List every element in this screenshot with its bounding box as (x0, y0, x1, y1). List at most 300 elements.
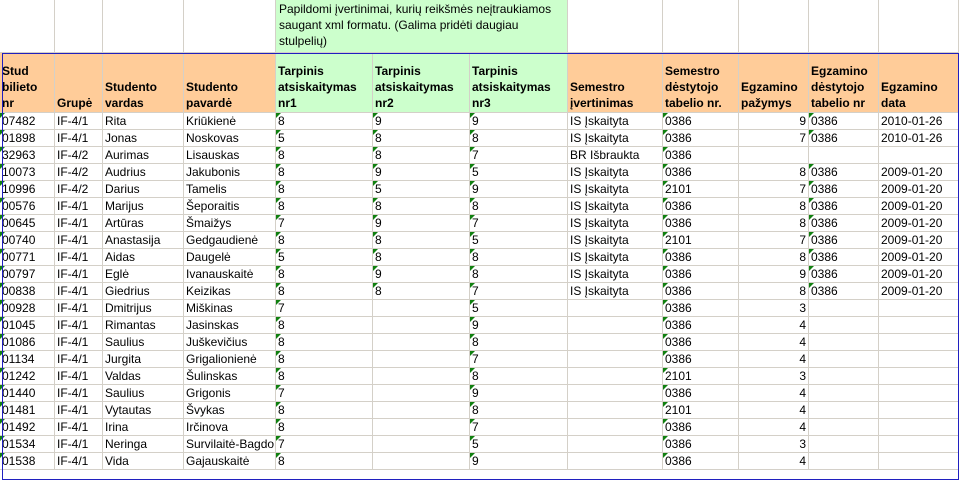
cell-exam-teacher-id[interactable] (809, 334, 879, 351)
cell-student-id[interactable]: 01045 (0, 317, 55, 334)
cell[interactable] (809, 0, 879, 53)
cell-exam-date[interactable] (879, 436, 959, 453)
header-midterm-3[interactable] (470, 53, 568, 113)
cell-last-name[interactable]: Ivanauskaitė (184, 266, 276, 283)
cell-student-id[interactable]: 01481 (0, 402, 55, 419)
cell-exam-teacher-id[interactable]: 0386 (809, 249, 879, 266)
cell-midterm-3[interactable]: 7 (470, 283, 568, 300)
cell-semester-teacher-id[interactable]: 0386 (663, 436, 739, 453)
cell-student-id[interactable]: 01134 (0, 351, 55, 368)
cell-exam-teacher-id[interactable]: 0386 (809, 266, 879, 283)
cell-exam-date[interactable] (879, 385, 959, 402)
cell-midterm-2[interactable]: 8 (373, 249, 470, 266)
cell-midterm-3[interactable]: 8 (470, 266, 568, 283)
cell-midterm-2[interactable] (373, 385, 470, 402)
cell-midterm-3[interactable]: 9 (470, 385, 568, 402)
cell-exam-date[interactable]: 2009-01-20 (879, 266, 959, 283)
cell-exam-teacher-id[interactable]: 0386 (809, 232, 879, 249)
cell-midterm-2[interactable] (373, 419, 470, 436)
cell-exam-grade[interactable]: 3 (739, 436, 809, 453)
cell-semester-teacher-id[interactable]: 0386 (663, 130, 739, 147)
cell-exam-grade[interactable]: 3 (739, 368, 809, 385)
cell-semester-grade[interactable] (568, 351, 663, 368)
cell-exam-date[interactable]: 2009-01-20 (879, 249, 959, 266)
cell-midterm-1[interactable]: 8 (276, 266, 373, 283)
cell-last-name[interactable]: Miškinas (184, 300, 276, 317)
cell-midterm-3[interactable]: 7 (470, 215, 568, 232)
cell-midterm-1[interactable]: 8 (276, 283, 373, 300)
cell[interactable] (184, 0, 276, 53)
cell-group[interactable]: IF-4/1 (55, 300, 103, 317)
cell-student-id[interactable]: 01492 (0, 419, 55, 436)
cell-last-name[interactable]: Kriūkienė (184, 113, 276, 130)
cell-group[interactable]: IF-4/1 (55, 232, 103, 249)
cell-group[interactable]: IF-4/1 (55, 453, 103, 470)
cell-semester-grade[interactable] (568, 317, 663, 334)
cell-last-name[interactable]: Juškevičius (184, 334, 276, 351)
cell-first-name[interactable]: Anastasija (103, 232, 184, 249)
cell-last-name[interactable]: Noskovas (184, 130, 276, 147)
cell-group[interactable]: IF-4/1 (55, 385, 103, 402)
cell-group[interactable]: IF-4/1 (55, 283, 103, 300)
cell-semester-grade[interactable]: IS Įskaityta (568, 249, 663, 266)
cell-midterm-2[interactable]: 8 (373, 232, 470, 249)
cell-midterm-1[interactable]: 8 (276, 351, 373, 368)
cell-exam-grade[interactable]: 4 (739, 334, 809, 351)
cell-exam-teacher-id[interactable]: 0386 (809, 181, 879, 198)
cell-midterm-2[interactable]: 9 (373, 266, 470, 283)
cell-student-id[interactable]: 01538 (0, 453, 55, 470)
header-label: Tarpinis atsiskaitymas nr3 (472, 64, 551, 110)
header-exam-date[interactable] (879, 53, 959, 113)
cell-group[interactable]: IF-4/2 (55, 164, 103, 181)
cell-exam-teacher-id[interactable]: 0386 (809, 283, 879, 300)
cell-last-name[interactable]: Daugelė (184, 249, 276, 266)
cell-midterm-1[interactable]: 7 (276, 385, 373, 402)
cell-midterm-2[interactable]: 8 (373, 130, 470, 147)
cell-exam-date[interactable]: 2009-01-20 (879, 232, 959, 249)
cell-midterm-2[interactable] (373, 334, 470, 351)
cell-semester-grade[interactable]: IS Įskaityta (568, 181, 663, 198)
cell-midterm-1[interactable]: 7 (276, 300, 373, 317)
cell-first-name[interactable]: Valdas (103, 368, 184, 385)
cell-midterm-2[interactable] (373, 351, 470, 368)
cell-exam-date[interactable]: 2009-01-20 (879, 215, 959, 232)
cell-last-name[interactable]: Lisauskas (184, 147, 276, 164)
cell-semester-grade[interactable] (568, 453, 663, 470)
cell-last-name[interactable]: Jasinskas (184, 317, 276, 334)
cell-group[interactable]: IF-4/1 (55, 113, 103, 130)
cell-group[interactable]: IF-4/1 (55, 436, 103, 453)
cell-midterm-1[interactable]: 8 (276, 198, 373, 215)
header-row (0, 53, 959, 113)
header-label: Tarpinis atsiskaitymas nr2 (375, 64, 454, 110)
cell-exam-grade[interactable]: 4 (739, 402, 809, 419)
cell-exam-teacher-id[interactable]: 0386 (809, 113, 879, 130)
cell-semester-teacher-id[interactable]: 0386 (663, 385, 739, 402)
cell-midterm-2[interactable]: 5 (373, 181, 470, 198)
cell-student-id[interactable]: 01440 (0, 385, 55, 402)
cell-midterm-3[interactable]: 7 (470, 351, 568, 368)
cell-exam-grade[interactable]: 8 (739, 249, 809, 266)
cell-midterm-1[interactable]: 8 (276, 453, 373, 470)
cell[interactable] (55, 0, 103, 53)
cell-exam-teacher-id[interactable]: 0386 (809, 130, 879, 147)
cell-first-name[interactable]: Giedrius (103, 283, 184, 300)
cell-midterm-1[interactable]: 7 (276, 436, 373, 453)
cell-last-name[interactable]: Gedgaudienė (184, 232, 276, 249)
header-semester-teacher-id[interactable] (663, 53, 739, 113)
cell-midterm-1[interactable]: 5 (276, 249, 373, 266)
cell-last-name[interactable]: Tamelis (184, 181, 276, 198)
cell-semester-grade[interactable] (568, 368, 663, 385)
cell-semester-grade[interactable] (568, 300, 663, 317)
cell-student-id[interactable]: 00645 (0, 215, 55, 232)
cell-midterm-3[interactable]: 5 (470, 436, 568, 453)
cell-exam-grade[interactable] (739, 147, 809, 164)
cell-midterm-1[interactable]: 5 (276, 130, 373, 147)
cell-first-name[interactable]: Aidas (103, 249, 184, 266)
cell-exam-grade[interactable]: 8 (739, 215, 809, 232)
header-label: Tarpinis atsiskaitymas nr1 (278, 64, 357, 110)
cell-midterm-2[interactable] (373, 436, 470, 453)
table-row (0, 402, 959, 419)
cell-exam-date[interactable]: 2009-01-20 (879, 181, 959, 198)
cell-group[interactable]: IF-4/1 (55, 198, 103, 215)
cell-last-name[interactable]: Irčinova (184, 419, 276, 436)
header-label: Semestro dėstytojo tabelio nr. (665, 64, 722, 110)
cell-exam-date[interactable]: 2010-01-26 (879, 130, 959, 147)
cell-group[interactable]: IF-4/1 (55, 351, 103, 368)
cell-exam-grade[interactable]: 9 (739, 113, 809, 130)
cell-first-name[interactable]: Marijus (103, 198, 184, 215)
cell-exam-date[interactable] (879, 453, 959, 470)
cell-exam-grade[interactable]: 4 (739, 385, 809, 402)
cell-semester-grade[interactable]: IS Įskaityta (568, 198, 663, 215)
cell-group[interactable]: IF-4/1 (55, 130, 103, 147)
cell-exam-date[interactable] (879, 317, 959, 334)
cell-midterm-1[interactable]: 7 (276, 215, 373, 232)
cell-first-name[interactable]: Dmitrijus (103, 300, 184, 317)
cell-midterm-2[interactable] (373, 300, 470, 317)
cell-group[interactable]: IF-4/2 (55, 181, 103, 198)
cell-midterm-3[interactable]: 7 (470, 419, 568, 436)
cell-first-name[interactable]: Audrius (103, 164, 184, 181)
cell-student-id[interactable]: 00576 (0, 198, 55, 215)
cell-semester-teacher-id[interactable]: 0386 (663, 419, 739, 436)
cell-semester-teacher-id[interactable]: 0386 (663, 266, 739, 283)
cell-exam-date[interactable]: 2009-01-20 (879, 198, 959, 215)
cell-group[interactable]: IF-4/1 (55, 266, 103, 283)
cell[interactable] (568, 0, 663, 53)
cell-first-name[interactable]: Artūras (103, 215, 184, 232)
cell-first-name[interactable]: Vida (103, 453, 184, 470)
cell-semester-grade[interactable]: IS Įskaityta (568, 113, 663, 130)
cell-semester-teacher-id[interactable]: 2101 (663, 232, 739, 249)
cell-midterm-2[interactable]: 9 (373, 164, 470, 181)
table-row (0, 436, 959, 453)
cell-semester-teacher-id[interactable]: 0386 (663, 317, 739, 334)
cell-first-name[interactable]: Irina (103, 419, 184, 436)
header-group[interactable] (55, 53, 103, 113)
cell-semester-grade[interactable]: IS Įskaityta (568, 232, 663, 249)
cell[interactable] (739, 0, 809, 53)
cell-exam-teacher-id[interactable]: 0386 (809, 164, 879, 181)
cell-exam-teacher-id[interactable] (809, 453, 879, 470)
cell-midterm-2[interactable]: 8 (373, 198, 470, 215)
cell-exam-teacher-id[interactable] (809, 317, 879, 334)
cell-semester-teacher-id[interactable]: 0386 (663, 198, 739, 215)
cell-exam-date[interactable] (879, 147, 959, 164)
cell-exam-date[interactable]: 2009-01-20 (879, 283, 959, 300)
cell-exam-date[interactable] (879, 300, 959, 317)
cell-last-name[interactable]: Švykas (184, 402, 276, 419)
cell-midterm-1[interactable]: 8 (276, 232, 373, 249)
cell-semester-teacher-id[interactable]: 0386 (663, 283, 739, 300)
cell-semester-grade[interactable] (568, 385, 663, 402)
cell-exam-date[interactable] (879, 368, 959, 385)
cell-exam-teacher-id[interactable] (809, 351, 879, 368)
cell-midterm-2[interactable]: 8 (373, 283, 470, 300)
cell-semester-teacher-id[interactable]: 0386 (663, 351, 739, 368)
cell-first-name[interactable]: Rimantas (103, 317, 184, 334)
cell-student-id[interactable]: 00797 (0, 266, 55, 283)
cell[interactable] (663, 0, 739, 53)
cell-last-name[interactable]: Gajauskaitė (184, 453, 276, 470)
cell-exam-grade[interactable]: 8 (739, 283, 809, 300)
cell-group[interactable]: IF-4/1 (55, 215, 103, 232)
cell-exam-grade[interactable]: 4 (739, 317, 809, 334)
cell-exam-grade[interactable]: 8 (739, 198, 809, 215)
cell-group[interactable]: IF-4/1 (55, 368, 103, 385)
cell-midterm-3[interactable]: 7 (470, 147, 568, 164)
header-label: Grupė (57, 96, 93, 110)
cell-exam-grade[interactable]: 4 (739, 419, 809, 436)
cell-exam-grade[interactable]: 8 (739, 164, 809, 181)
cell-semester-teacher-id[interactable]: 0386 (663, 300, 739, 317)
cell-first-name[interactable]: Neringa (103, 436, 184, 453)
cell-semester-grade[interactable] (568, 419, 663, 436)
header-midterm-2[interactable] (373, 53, 470, 113)
cell-semester-teacher-id[interactable]: 0386 (663, 453, 739, 470)
cell-last-name[interactable]: Grigonis (184, 385, 276, 402)
cell-student-id[interactable]: 07482 (0, 113, 55, 130)
cell-exam-grade[interactable]: 3 (739, 300, 809, 317)
cell-student-id[interactable]: 01242 (0, 368, 55, 385)
cell-exam-teacher-id[interactable] (809, 402, 879, 419)
cell-group[interactable]: IF-4/1 (55, 402, 103, 419)
cell-exam-teacher-id[interactable] (809, 147, 879, 164)
cell-midterm-3[interactable]: 5 (470, 232, 568, 249)
cell-midterm-1[interactable]: 8 (276, 164, 373, 181)
cell-exam-teacher-id[interactable] (809, 300, 879, 317)
cell-student-id[interactable]: 10073 (0, 164, 55, 181)
cell-exam-grade[interactable]: 4 (739, 453, 809, 470)
table-row (0, 266, 959, 283)
cell-midterm-2[interactable] (373, 368, 470, 385)
note-text: Papildomi įvertinimai, kurių reikšmės neįtraukiamos saugant xml formatu. (Galima pridėti daugiau stulpelių) (279, 2, 552, 48)
table-row (0, 283, 959, 300)
header-semester-grade[interactable] (568, 53, 663, 113)
cell-midterm-2[interactable] (373, 402, 470, 419)
cell-last-name[interactable]: Grigalionienė (184, 351, 276, 368)
cell-semester-teacher-id[interactable]: 0386 (663, 249, 739, 266)
table-row (0, 300, 959, 317)
cell[interactable] (0, 0, 55, 53)
cell-exam-grade[interactable]: 9 (739, 266, 809, 283)
cell-semester-grade[interactable]: IS Įskaityta (568, 266, 663, 283)
cell-midterm-2[interactable] (373, 317, 470, 334)
cell-semester-grade[interactable]: IS Įskaityta (568, 130, 663, 147)
header-label: Egzamino dėstytojo tabelio nr (811, 64, 868, 110)
table-row (0, 113, 959, 130)
cell-last-name[interactable]: Šeporaitis (184, 198, 276, 215)
cell-student-id[interactable]: 32963 (0, 147, 55, 164)
cell-exam-grade[interactable]: 7 (739, 130, 809, 147)
cell-midterm-2[interactable]: 9 (373, 113, 470, 130)
cell-exam-date[interactable]: 2010-01-26 (879, 113, 959, 130)
cell-semester-teacher-id[interactable]: 0386 (663, 147, 739, 164)
table-row (0, 249, 959, 266)
header-first-name[interactable] (103, 53, 184, 113)
cell-exam-date[interactable] (879, 334, 959, 351)
cell-midterm-3[interactable]: 8 (470, 249, 568, 266)
cell-exam-teacher-id[interactable]: 0386 (809, 215, 879, 232)
cell-semester-teacher-id[interactable]: 2101 (663, 402, 739, 419)
cell-exam-teacher-id[interactable] (809, 436, 879, 453)
cell-midterm-2[interactable] (373, 453, 470, 470)
cell-semester-teacher-id[interactable]: 0386 (663, 215, 739, 232)
cell-first-name[interactable]: Saulius (103, 385, 184, 402)
table-row (0, 453, 959, 470)
cell-semester-grade[interactable] (568, 402, 663, 419)
cell-midterm-3[interactable]: 8 (470, 402, 568, 419)
cell-midterm-1[interactable]: 8 (276, 113, 373, 130)
table-row (0, 164, 959, 181)
cell-semester-grade[interactable]: BR Išbraukta (568, 147, 663, 164)
cell[interactable] (103, 0, 184, 53)
cell-semester-teacher-id[interactable]: 0386 (663, 164, 739, 181)
cell-semester-grade[interactable]: IS Įskaityta (568, 283, 663, 300)
cell-group[interactable]: IF-4/1 (55, 334, 103, 351)
cell-last-name[interactable]: Survilaitė-Bagdo (186, 437, 275, 451)
cell-first-name[interactable]: Rita (103, 113, 184, 130)
cell-exam-grade[interactable]: 7 (739, 232, 809, 249)
cell-midterm-3[interactable]: 9 (470, 113, 568, 130)
table-row (0, 385, 959, 402)
cell-last-name[interactable]: Keizikas (184, 283, 276, 300)
cell-semester-teacher-id[interactable]: 2101 (663, 368, 739, 385)
cell-midterm-3[interactable]: 8 (470, 334, 568, 351)
cell-exam-date[interactable] (879, 419, 959, 436)
cell-student-id[interactable]: 01086 (0, 334, 55, 351)
header-label: Stud bilieto nr (2, 64, 38, 110)
cell-midterm-1[interactable]: 8 (276, 181, 373, 198)
cell-semester-teacher-id[interactable]: 0386 (663, 334, 739, 351)
cell-exam-grade[interactable]: 4 (739, 351, 809, 368)
cell-group[interactable]: IF-4/1 (55, 419, 103, 436)
cell-midterm-1[interactable]: 8 (276, 334, 373, 351)
cell-semester-grade[interactable] (568, 436, 663, 453)
cell-exam-date[interactable]: 2009-01-20 (879, 164, 959, 181)
table-row (0, 232, 959, 249)
cell-semester-teacher-id[interactable]: 2101 (663, 181, 739, 198)
cell-midterm-1[interactable]: 8 (276, 147, 373, 164)
cell-group[interactable]: IF-4/2 (55, 147, 103, 164)
cell-student-id[interactable]: 00928 (0, 300, 55, 317)
cell-midterm-3[interactable]: 8 (470, 368, 568, 385)
cell-midterm-3[interactable]: 5 (470, 164, 568, 181)
note-cell[interactable] (276, 0, 568, 53)
cell-exam-grade[interactable]: 7 (739, 181, 809, 198)
cell-last-name[interactable]: Jakubonis (184, 164, 276, 181)
header-label: Egzamino pažymys (741, 80, 798, 110)
cell-student-id[interactable]: 00838 (0, 283, 55, 300)
header-student-id[interactable] (0, 53, 55, 113)
cell-semester-grade[interactable]: IS Įskaityta (568, 215, 663, 232)
cell-student-id[interactable]: 00740 (0, 232, 55, 249)
cell-student-id[interactable]: 10996 (0, 181, 55, 198)
cell-exam-teacher-id[interactable] (809, 368, 879, 385)
cell-midterm-3[interactable]: 9 (470, 317, 568, 334)
cell-midterm-3[interactable]: 9 (470, 453, 568, 470)
cell-student-id[interactable]: 00771 (0, 249, 55, 266)
cell-midterm-3[interactable]: 5 (470, 300, 568, 317)
cell-first-name[interactable]: Saulius (103, 334, 184, 351)
cell-exam-teacher-id[interactable] (809, 385, 879, 402)
cell-first-name[interactable]: Vytautas (103, 402, 184, 419)
table-row (0, 198, 959, 215)
note-row (0, 0, 959, 53)
header-midterm-1[interactable] (276, 53, 373, 113)
cell-midterm-3[interactable]: 9 (470, 181, 568, 198)
cell-midterm-1[interactable]: 8 (276, 402, 373, 419)
cell-semester-grade[interactable]: IS Įskaityta (568, 164, 663, 181)
cell-last-name[interactable]: Šmaižys (184, 215, 276, 232)
cell-midterm-1[interactable]: 8 (276, 368, 373, 385)
cell-exam-date[interactable] (879, 351, 959, 368)
cell-exam-teacher-id[interactable] (809, 419, 879, 436)
cell-student-id[interactable]: 01534 (0, 436, 55, 453)
cell-first-name[interactable]: Jonas (103, 130, 184, 147)
cell-first-name[interactable]: Eglė (103, 266, 184, 283)
header-exam-teacher-id[interactable] (809, 53, 879, 113)
cell-first-name[interactable]: Aurimas (103, 147, 184, 164)
cell-semester-teacher-id[interactable]: 0386 (663, 113, 739, 130)
table-row (0, 215, 959, 232)
cell-first-name[interactable]: Darius (103, 181, 184, 198)
cell[interactable] (879, 0, 959, 53)
cell-first-name[interactable]: Jurgita (103, 351, 184, 368)
cell-midterm-2[interactable]: 9 (373, 215, 470, 232)
cell-midterm-1[interactable]: 8 (276, 317, 373, 334)
header-label: Egzamino data (881, 80, 938, 110)
cell-semester-grade[interactable] (568, 334, 663, 351)
header-exam-grade[interactable] (739, 53, 809, 113)
cell-midterm-2[interactable]: 8 (373, 147, 470, 164)
cell-midterm-1[interactable]: 8 (276, 419, 373, 436)
cell-group[interactable]: IF-4/1 (55, 249, 103, 266)
cell-last-name[interactable]: Šulinskas (184, 368, 276, 385)
header-last-name[interactable] (184, 53, 276, 113)
cell-midterm-3[interactable]: 8 (470, 130, 568, 147)
cell-student-id[interactable]: 01898 (0, 130, 55, 147)
cell-exam-teacher-id[interactable]: 0386 (809, 198, 879, 215)
cell-exam-date[interactable] (879, 402, 959, 419)
table-row (0, 351, 959, 368)
cell-group[interactable]: IF-4/1 (55, 317, 103, 334)
cell-midterm-3[interactable]: 8 (470, 198, 568, 215)
